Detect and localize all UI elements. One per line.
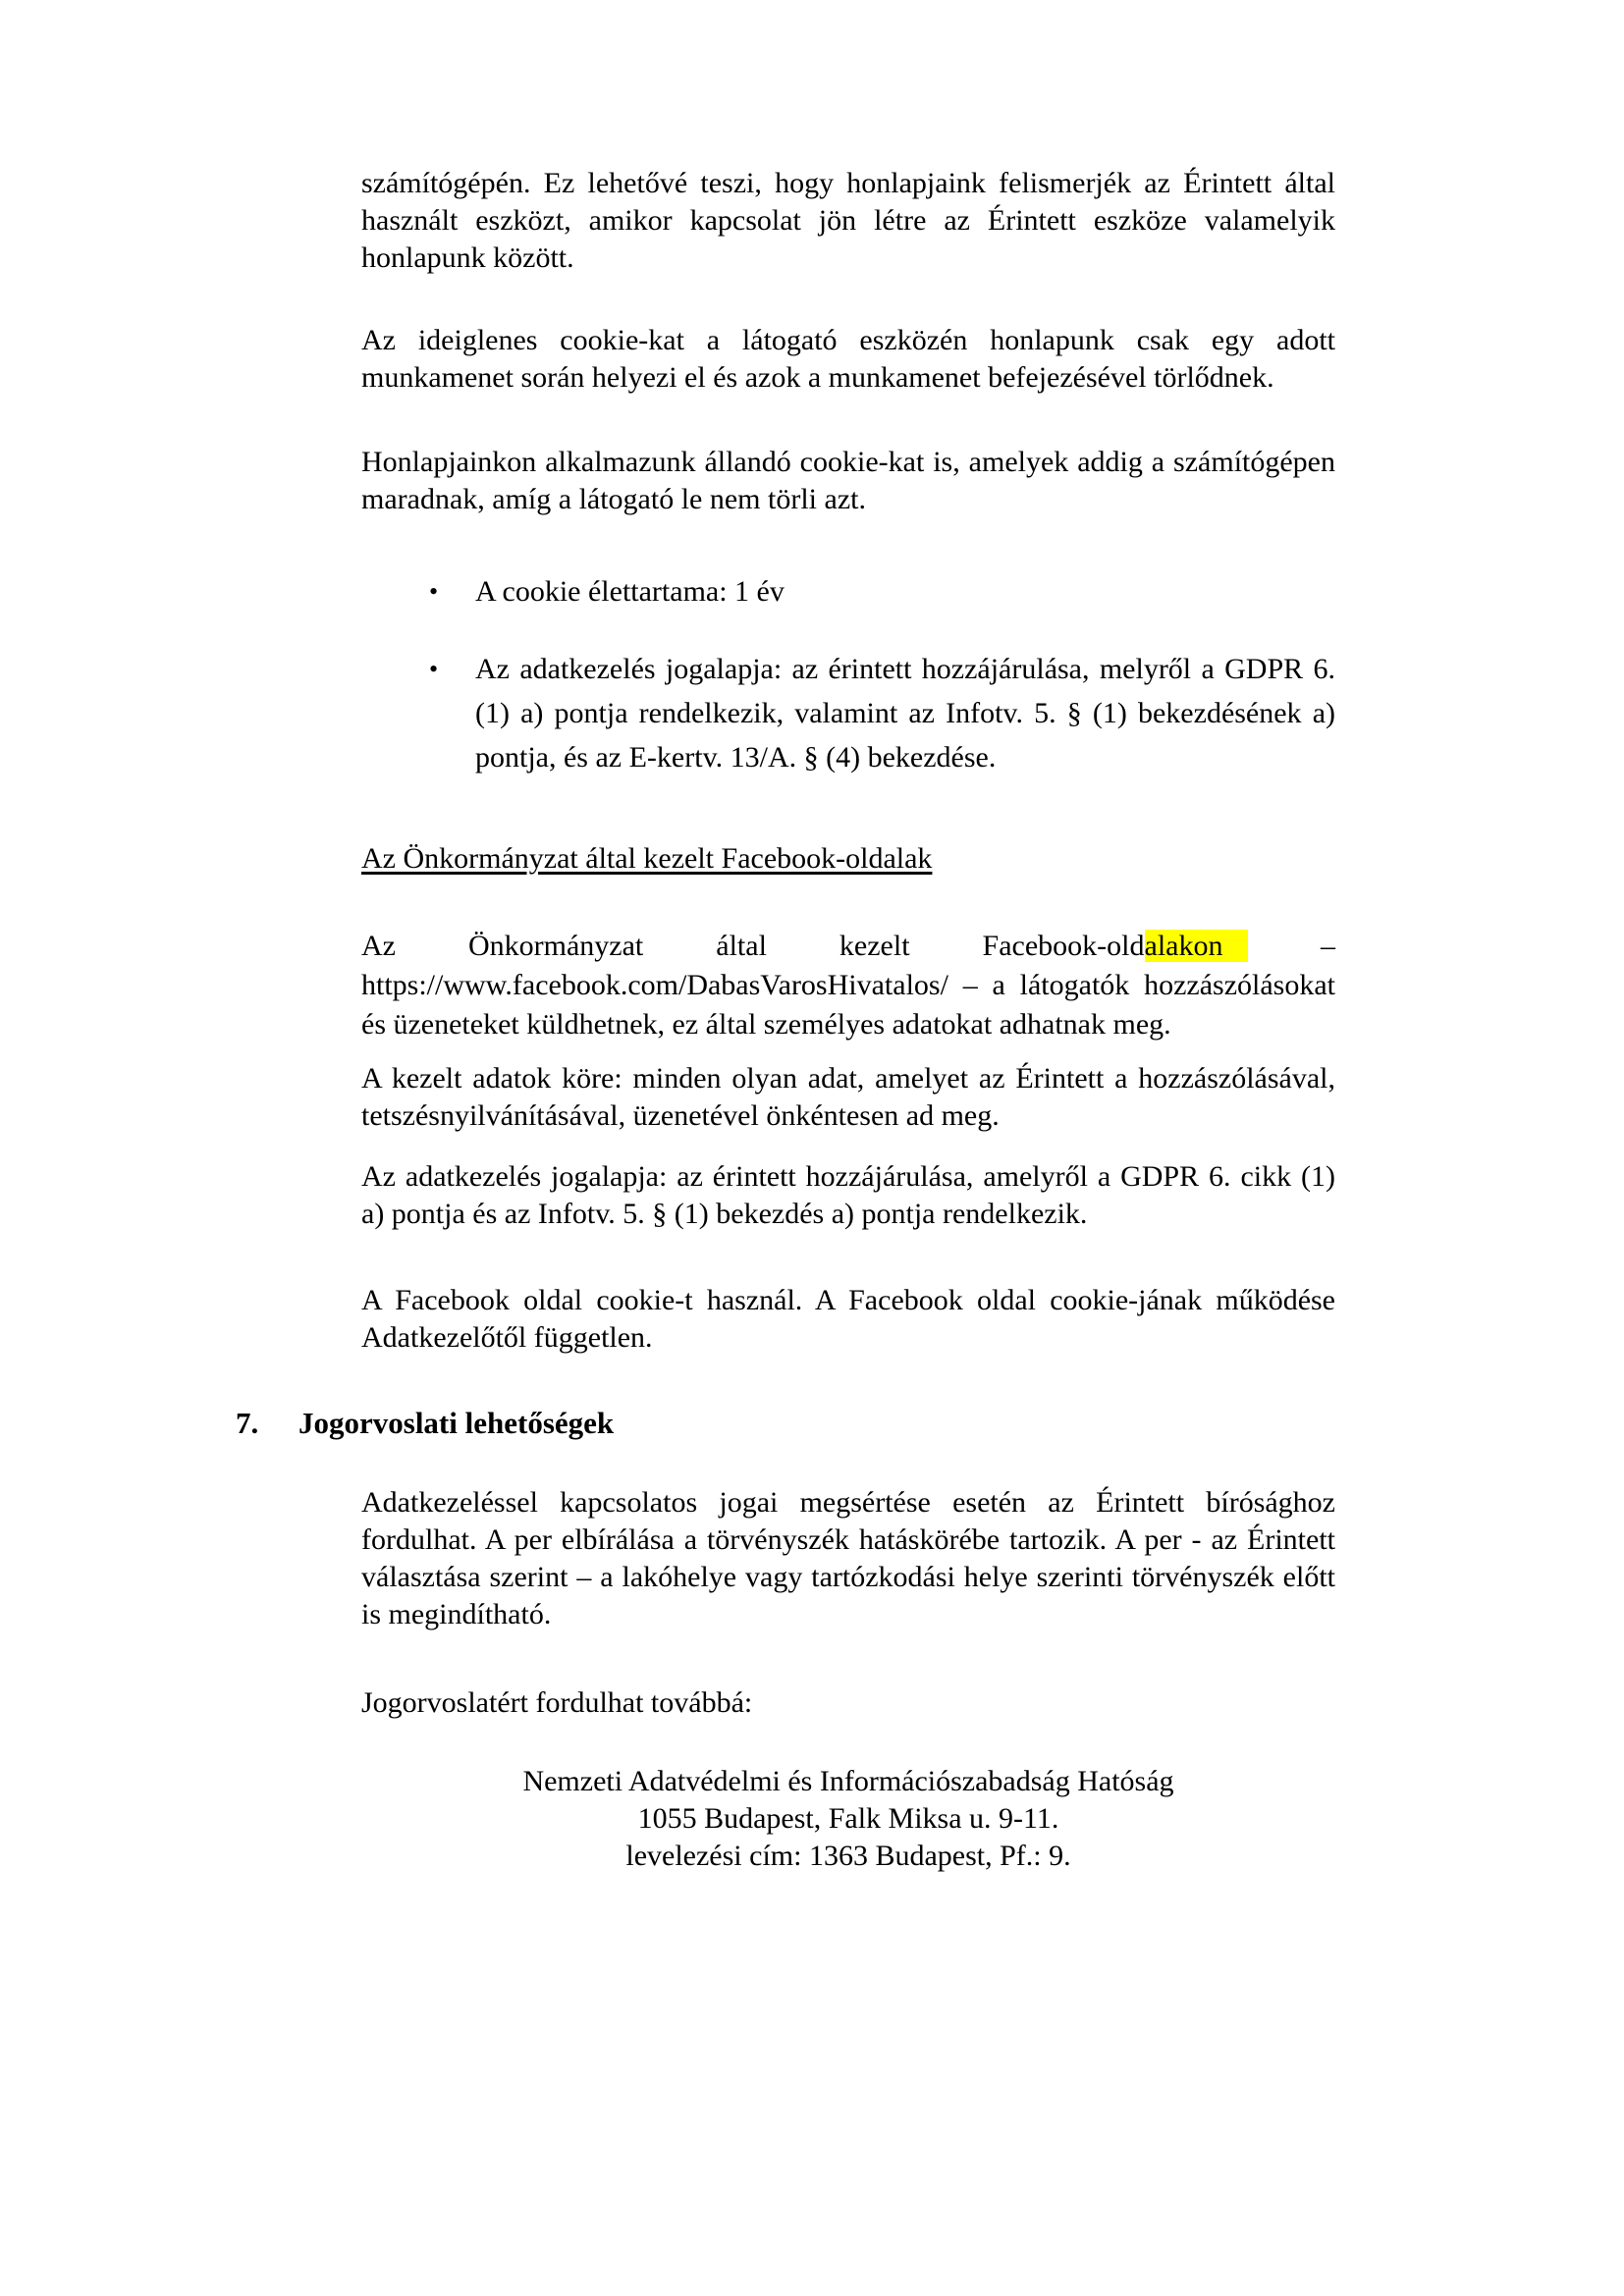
authority-block — [361, 1763, 1335, 1875]
section-title: Jogorvoslati lehetőségek — [298, 1406, 615, 1440]
facebook-paragraph-lead: Az Önkormányzat által kezelt Facebook-old — [361, 930, 1145, 962]
paragraph-cookie-recognition: számítógépén. Ez lehetővé teszi, hogy honlapjaink felismerjék az Érintett által használt eszközt, amikor kapcsolat jön létre az Érintett eszköze valamelyik honlapunk között. — [361, 167, 1335, 274]
authority-mailing-address: levelezési cím: 1363 Budapest, Pf.: 9. — [625, 1840, 1071, 1872]
bullet-icon: • — [429, 655, 439, 683]
facebook-paragraph-rest: – a látogatók hozzászólásokat és üzeneteket küldhetnek, ez által személyes adatokat adhatnak meg. — [361, 969, 1335, 1041]
bullet-icon: • — [429, 577, 439, 606]
bullet-legal-basis-text: Az adatkezelés jogalapja: az érintett hozzájárulása, melyről a GDPR 6. (1) a) pontja rendelkezik, valamint az Infotv. 5. § (1) bekezdésének a) pontja, és az E-kertv. 13/A. § (4) bekezdése. — [475, 653, 1335, 774]
paragraph-facebook-cookie: A Facebook oldal cookie-t használ. A Facebook oldal cookie-jának működése Adatkezelőtől független. — [361, 1284, 1335, 1354]
dash-separator: – — [1247, 930, 1335, 962]
paragraph-permanent-cookies: Honlapjainkon alkalmazunk állandó cookie-kat is, amelyek addig a számítógépen maradnak, amíg a látogató le nem törli azt. — [361, 446, 1335, 515]
paragraph-legal-remedy: Adatkezeléssel kapcsolatos jogai megsértése esetén az Érintett bírósághoz fordulhat. A per elbírálása a törvényszék hatáskörébe tartozik. A per - az Érintett választása szerint – a lakóhelye vagy tartózkodási helye szerinti törvényszék előtt is megindítható. — [361, 1486, 1335, 1630]
bullet-cookie-lifetime-text: A cookie élettartama: 1 év — [475, 575, 785, 608]
cookie-bullet-list — [361, 569, 1335, 779]
facebook-url: https://www.facebook.com/DabasVarosHivatalos/ — [361, 969, 948, 1001]
highlighted-text: alakon — [1145, 930, 1248, 962]
section-number: 7. — [236, 1406, 259, 1440]
bullet-legal-basis — [361, 647, 1335, 779]
bullet-cookie-lifetime — [361, 569, 1335, 614]
paragraph-facebook-pages — [361, 927, 1335, 1044]
paragraph-remedy-intro: Jogorvoslatért fordulhat továbbá: — [361, 1686, 753, 1719]
authority-name: Nemzeti Adatvédelmi és Információszabadság Hatóság — [522, 1765, 1174, 1797]
section-7-heading — [236, 1404, 1335, 1443]
authority-address: 1055 Budapest, Falk Miksa u. 9-11. — [637, 1802, 1059, 1835]
paragraph-facebook-legal-basis: Az adatkezelés jogalapja: az érintett hozzájárulása, amelyről a GDPR 6. cikk (1) a) pontja és az Infotv. 5. § (1) bekezdés a) pontja rendelkezik. — [361, 1160, 1335, 1230]
paragraph-processed-data: A kezelt adatok köre: minden olyan adat, amelyet az Érintett a hozzászólásával, tetszésnyilvánításával, üzenetével önkéntesen ad meg. — [361, 1062, 1335, 1132]
facebook-pages-heading: Az Önkormányzat által kezelt Facebook-oldalak — [361, 842, 933, 875]
paragraph-temporary-cookies: Az ideiglenes cookie-kat a látogató eszközén honlapunk csak egy adott munkamenet során helyezi el és azok a munkamenet befejezésével törlődnek. — [361, 324, 1335, 394]
